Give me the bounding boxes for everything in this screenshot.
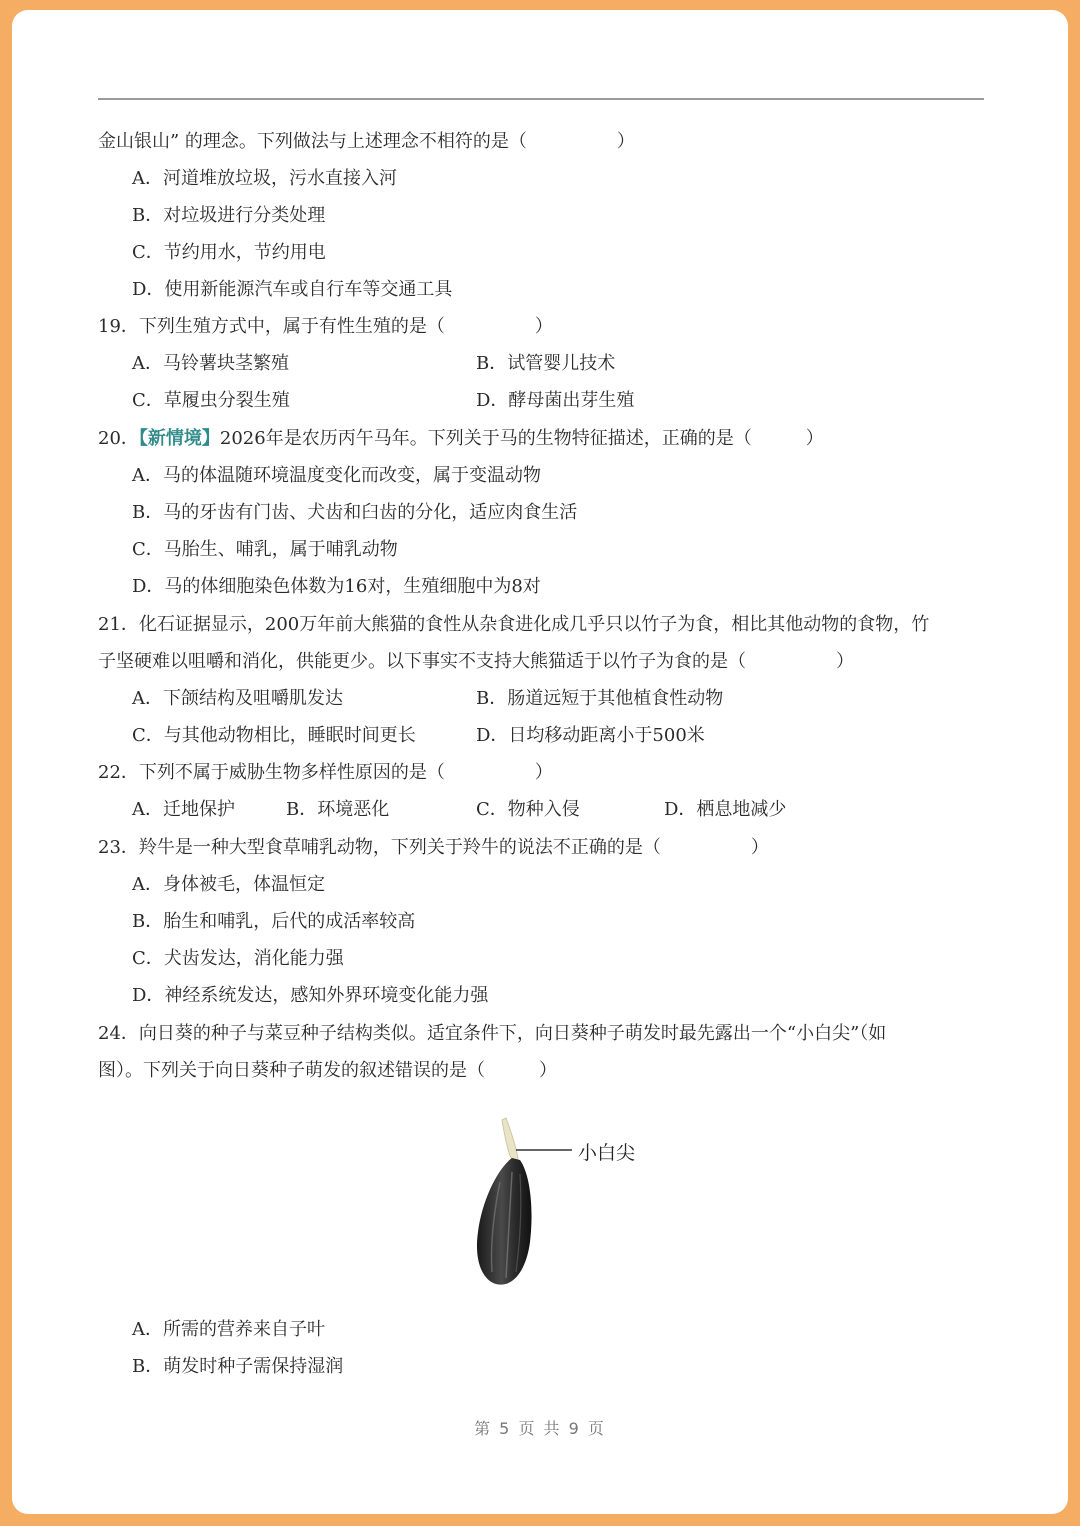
sunflower-seed-figure: [460, 1112, 580, 1292]
q21-option-a: A．下颌结构及咀嚼肌发达: [132, 688, 343, 709]
q23-option-b: B．胎生和哺乳，后代的成活率较高: [132, 911, 416, 932]
q19-option-d: D．酵母菌出芽生殖: [476, 390, 635, 411]
q20-stem-text: 2026年是农历丙午马年。下列关于马的生物特征描述，正确的是（ ）: [219, 428, 824, 449]
seed-hull: [477, 1158, 532, 1285]
q20-option-b: B．马的牙齿有门齿、犬齿和臼齿的分化，适应肉食生活: [132, 502, 578, 523]
q18-option-d: D．使用新能源汽车或自行车等交通工具: [132, 279, 453, 300]
q22-option-a: A．迁地保护: [132, 799, 235, 820]
q24-stem-line1: 24．向日葵的种子与菜豆种子结构类似。适宜条件下，向日葵种子萌发时最先露出一个“小白尖”（如: [98, 1023, 887, 1044]
q19-option-c: C．草履虫分裂生殖: [132, 390, 290, 411]
q20-stem: [98, 427, 824, 451]
q21-stem-line2: 子坚硬难以咀嚼和消化，供能更少。以下事实不支持大熊猫适于以竹子为食的是（ ）: [98, 651, 854, 672]
q23-option-d: D．神经系统发达，感知外界环境变化能力强: [132, 985, 489, 1006]
q20-option-c: C．马胎生、哺乳，属于哺乳动物: [132, 539, 398, 560]
q21-option-d: D．日均移动距离小于500米: [476, 725, 705, 746]
q20-option-d: D．马的体细胞染色体数为16对，生殖细胞中为8对: [132, 576, 541, 597]
q18-stem: 金山银山” 的理念。下列做法与上述理念不相符的是（ ）: [98, 131, 635, 152]
q22-stem: 22．下列不属于威胁生物多样性原因的是（ ）: [98, 762, 553, 783]
header-rule: [98, 98, 984, 100]
q21-option-c: C．与其他动物相比，睡眠时间更长: [132, 725, 416, 746]
q23-option-c: C．犬齿发达，消化能力强: [132, 948, 344, 969]
page-number: 第 5 页 共 9 页: [474, 1419, 606, 1438]
q21-option-b: B．肠道远短于其他植食性动物: [476, 688, 724, 709]
q24-option-b: B．萌发时种子需保持湿润: [132, 1356, 344, 1377]
q20-number: 20．: [98, 428, 139, 449]
q22-option-c: C．物种入侵: [476, 799, 580, 820]
q18-option-c: C．节约用水，节约用电: [132, 242, 326, 263]
q23-option-a: A．身体被毛，体温恒定: [132, 874, 325, 895]
q19-option-a: A．马铃薯块茎繁殖: [132, 353, 289, 374]
new-context-tag: 【新情境】: [138, 428, 220, 449]
q20-option-a: A．马的体温随环境温度变化而改变，属于变温动物: [132, 465, 541, 486]
q24-option-a: A．所需的营养来自子叶: [132, 1319, 325, 1340]
q23-stem: 23．羚牛是一种大型食草哺乳动物，下列关于羚牛的说法不正确的是（ ）: [98, 837, 769, 858]
q21-stem-line1: 21．化石证据显示，200万年前大熊猫的食性从杂食进化成几乎只以竹子为食，相比其他动物的食物，竹: [98, 614, 930, 635]
q18-option-b: B．对垃圾进行分类处理: [132, 205, 326, 226]
figure-label: 小白尖: [578, 1142, 636, 1164]
q18-option-a: A．河道堆放垃圾，污水直接入河: [132, 168, 397, 189]
q24-stem-line2: 图）。下列关于向日葵种子萌发的叙述错误的是（ ）: [98, 1060, 557, 1081]
q22-option-b: B．环境恶化: [286, 799, 390, 820]
q19-option-b: B．试管婴儿技术: [476, 353, 616, 374]
radicle-tip: [502, 1118, 518, 1160]
q19-stem: 19．下列生殖方式中，属于有性生殖的是（ ）: [98, 316, 553, 337]
q22-option-d: D．栖息地减少: [664, 799, 787, 820]
